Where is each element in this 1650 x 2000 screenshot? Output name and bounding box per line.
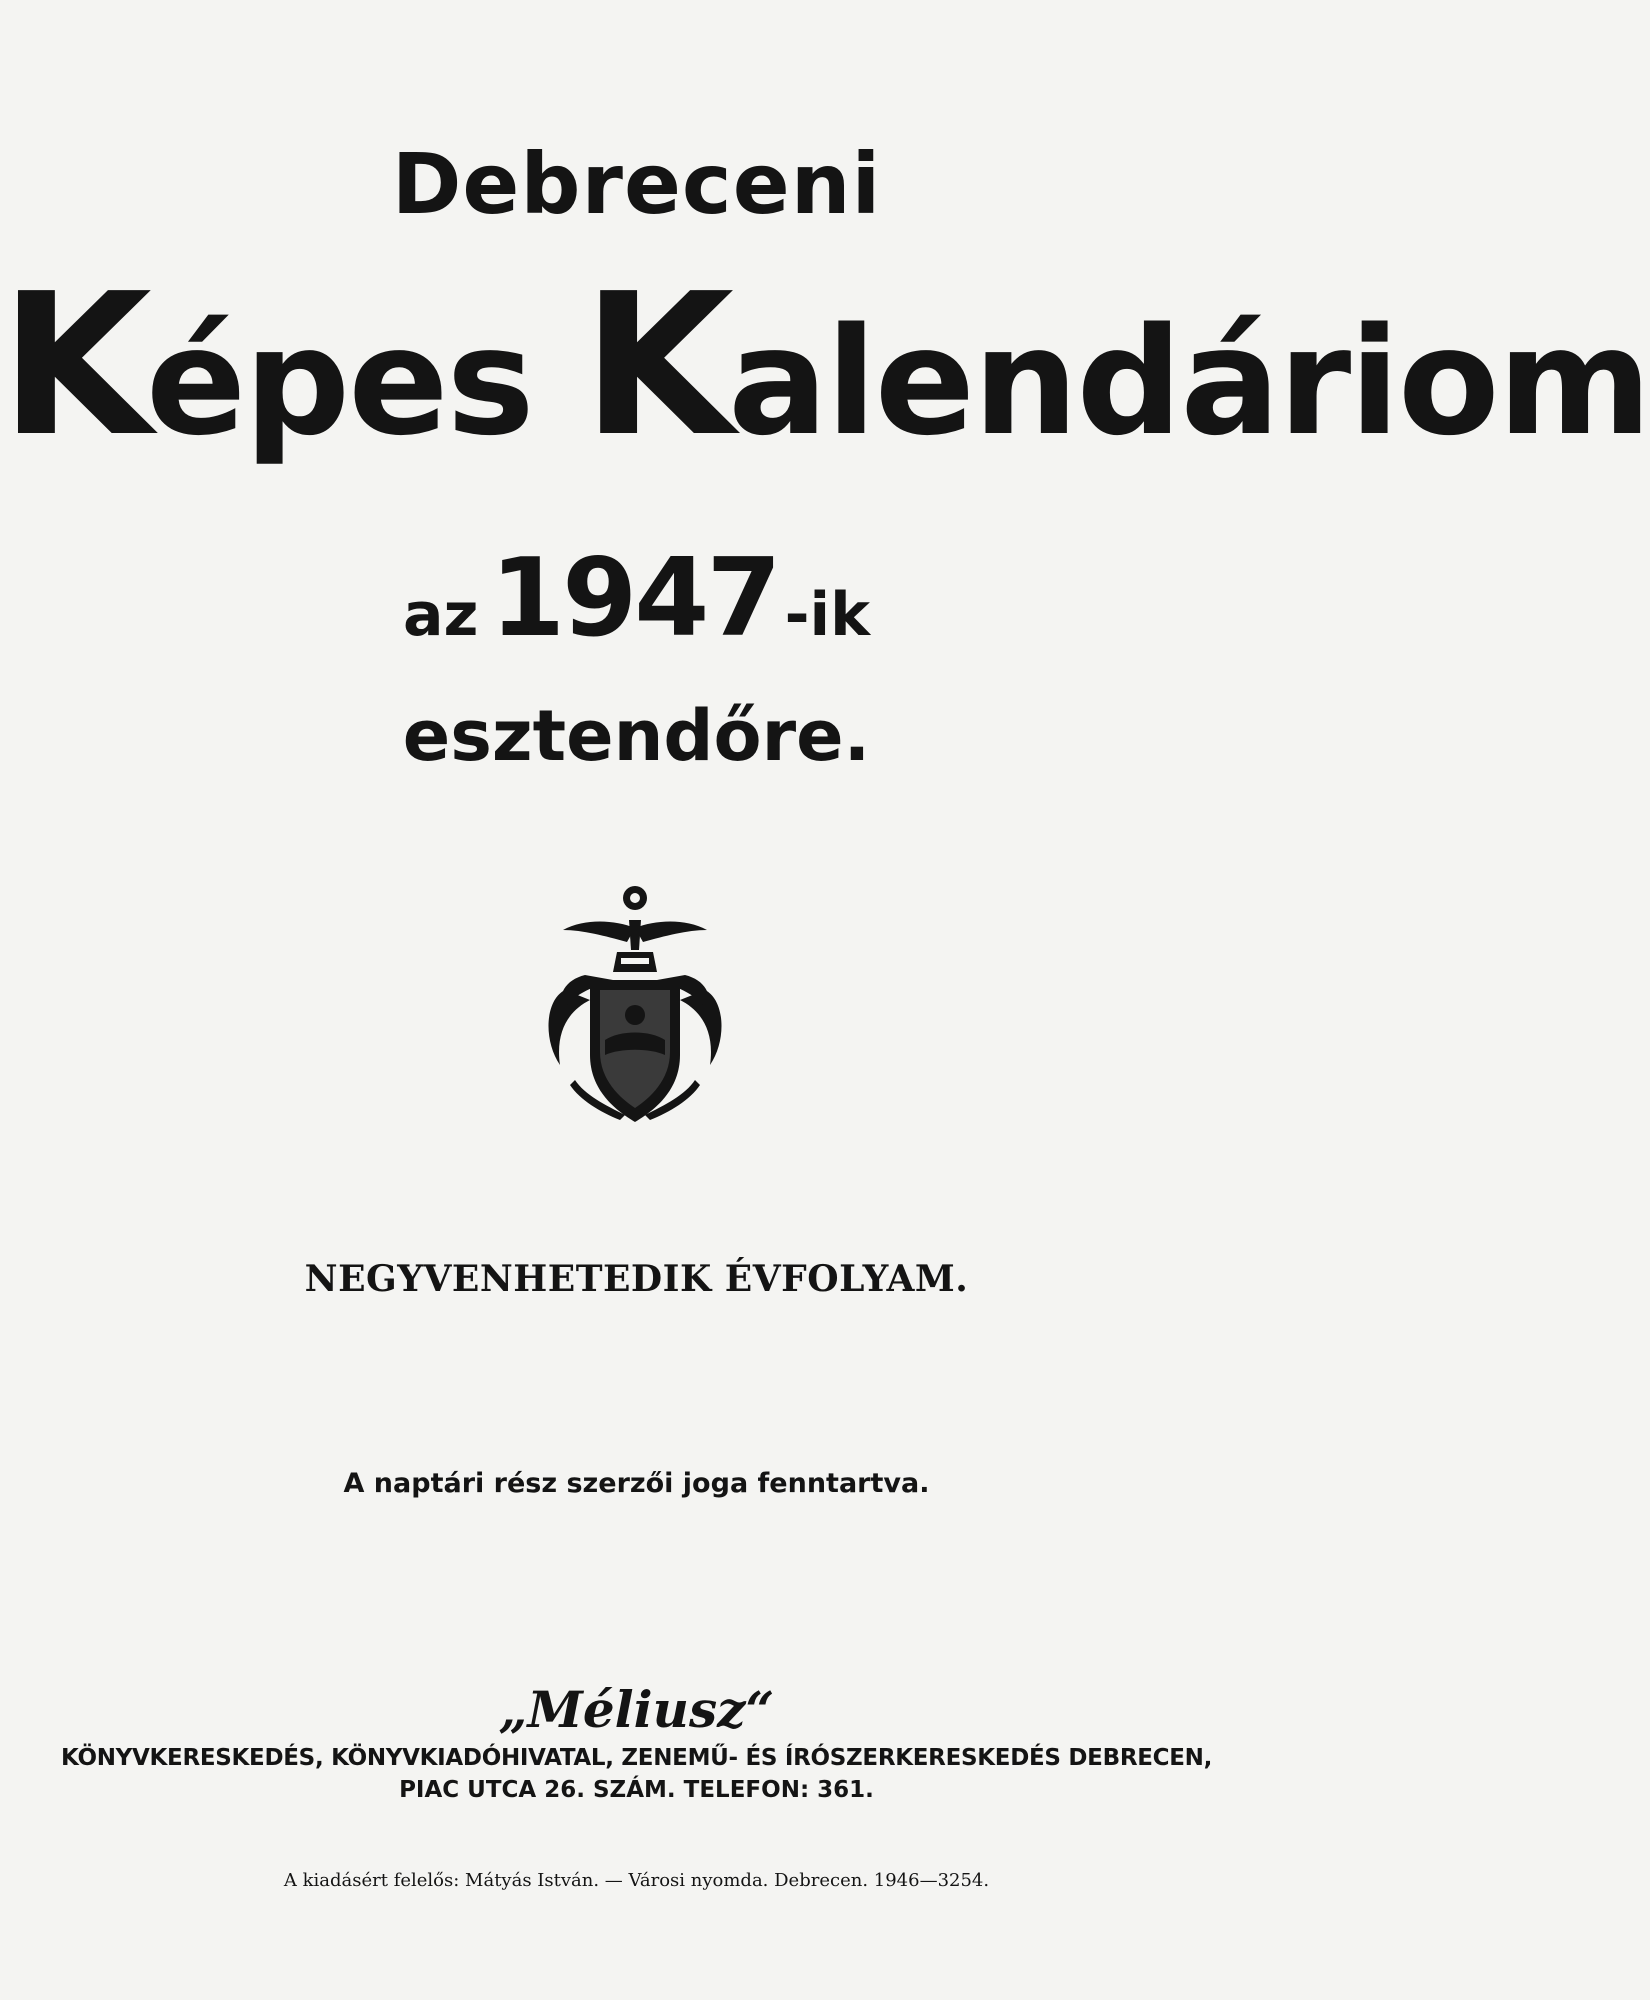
year-number: 1947 bbox=[490, 536, 779, 661]
title-word1-initial: K bbox=[0, 252, 146, 480]
volume-number: NEGYVENHETEDIK ÉVFOLYAM. bbox=[304, 1258, 969, 1300]
title-word2-initial: K bbox=[582, 252, 729, 480]
year-word: esztendőre. bbox=[402, 695, 871, 777]
year-suffix: -ik bbox=[784, 580, 870, 650]
year-prefix: az bbox=[403, 580, 479, 650]
imprint-line: A kiadásért felelős: Mátyás István. — Városi nyomda. Debrecen. 1946—3254. bbox=[283, 1870, 990, 1891]
coat-of-arms-icon bbox=[535, 880, 735, 1130]
title-debreceni: Debreceni bbox=[391, 135, 882, 233]
publisher-name: „Méliusz“ bbox=[498, 1680, 775, 1739]
title-kepes-kalendariom bbox=[0, 252, 1650, 480]
year-line bbox=[0, 536, 1273, 661]
publisher-address-line1: KÖNYVKERESKEDÉS, KÖNYVKIADÓHIVATAL, ZENEMŰ- ÉS ÍRÓSZERKERESKEDÉS DEBRECEN, bbox=[60, 1745, 1213, 1771]
copyright-notice: A naptári rész szerzői joga fenntartva. bbox=[343, 1468, 930, 1499]
title-word1-rest: épes bbox=[145, 296, 583, 468]
title-word2-rest: alendáriom bbox=[728, 296, 1650, 468]
publisher-address-line2: PIAC UTCA 26. SZÁM. TELEFON: 361. bbox=[399, 1777, 874, 1803]
